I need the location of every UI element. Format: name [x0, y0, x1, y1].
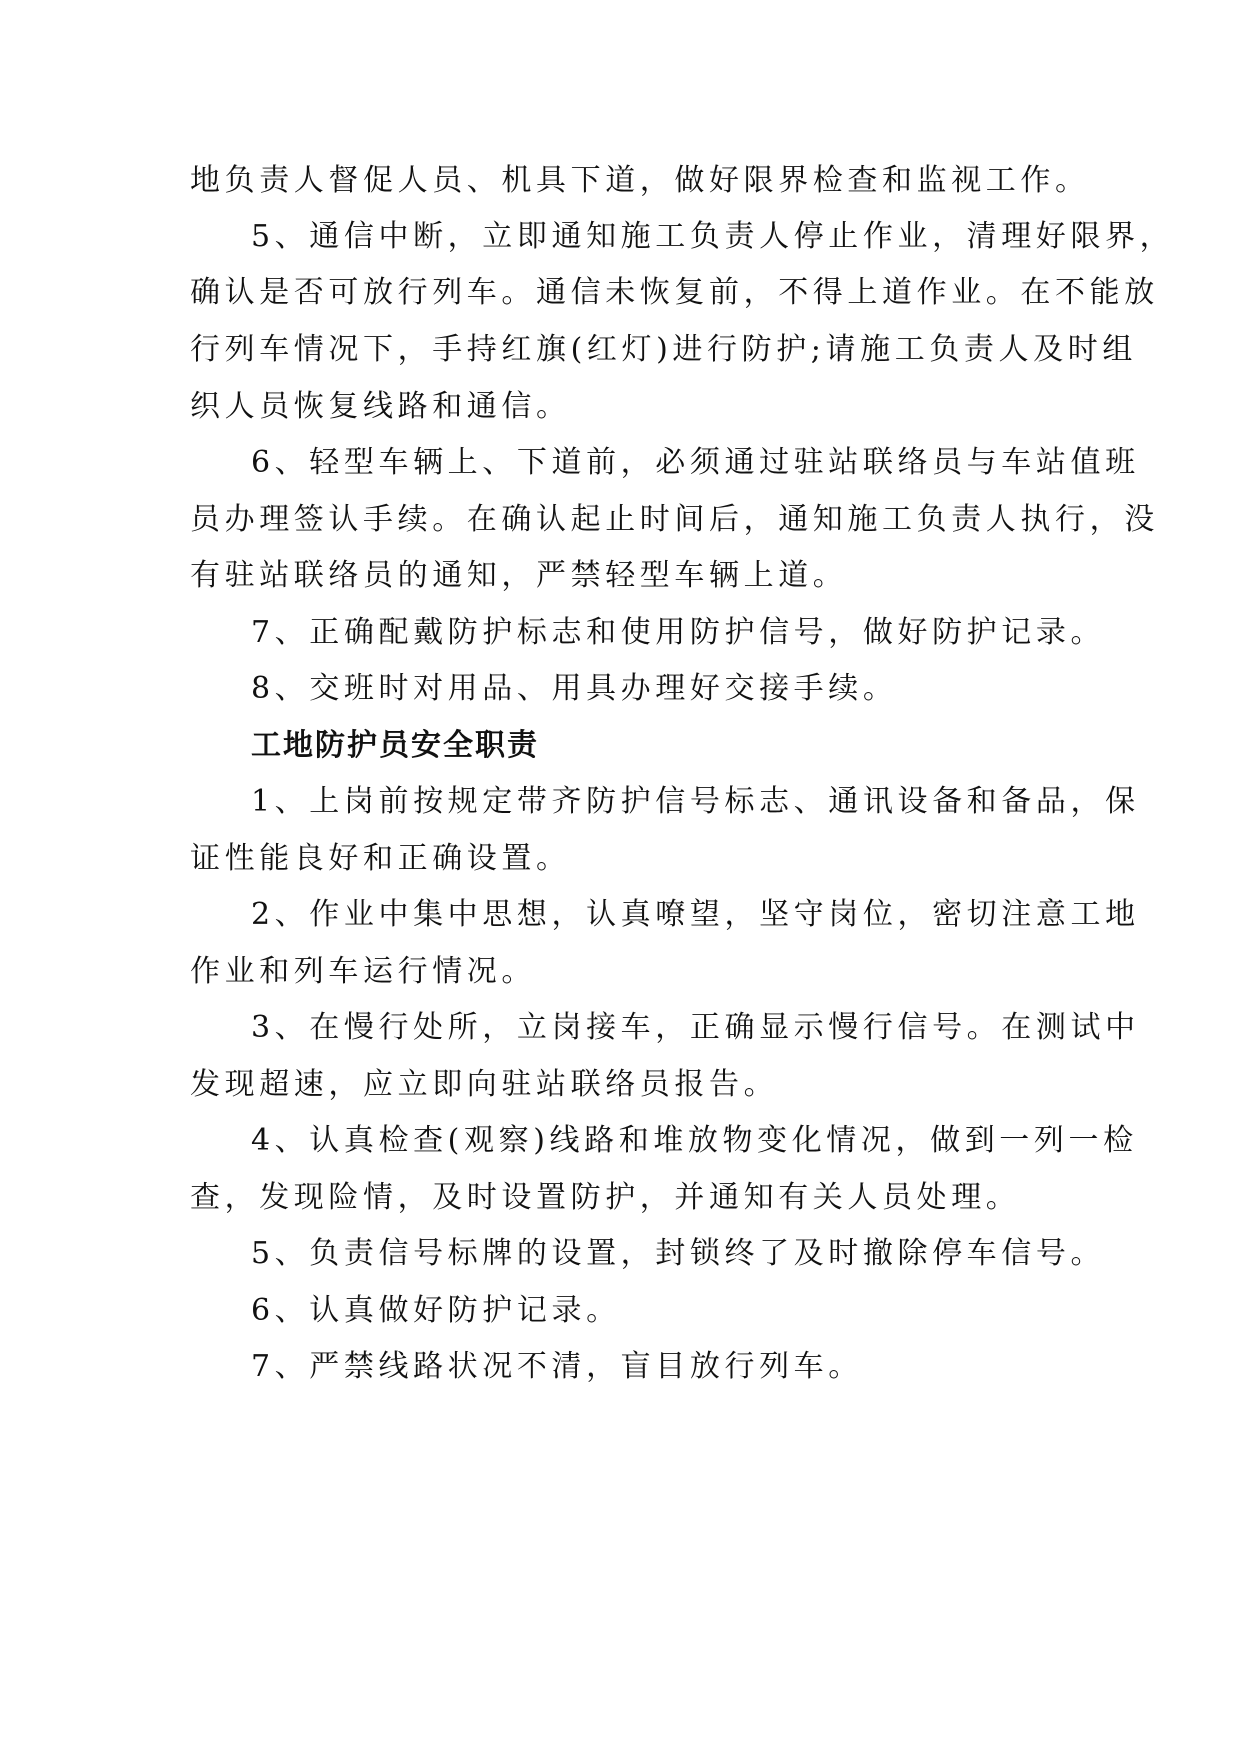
text-line: 3、在慢行处所，立岗接车，正确显示慢行信号。在测试中	[251, 1010, 1140, 1045]
text-line: 证性能良好和正确设置。	[190, 841, 571, 876]
text-line: 8、交班时对用品、用具办理好交接手续。	[251, 671, 898, 706]
text-line: 5、负责信号标牌的设置，封锁终了及时撤除停车信号。	[251, 1236, 1106, 1271]
text-line: 查，发现险情，及时设置防护，并通知有关人员处理。	[190, 1180, 1021, 1215]
text-line: 织人员恢复线路和通信。	[190, 389, 571, 424]
text-line: 1、上岗前按规定带齐防护信号标志、通讯设备和备品，保	[251, 784, 1140, 819]
text-line: 4、认真检查(观察)线路和堆放物变化情况，做到一列一检	[251, 1123, 1138, 1158]
text-line: 6、轻型车辆上、下道前，必须通过驻站联络员与车站值班	[251, 445, 1140, 480]
text-line: 6、认真做好防护记录。	[251, 1293, 621, 1328]
text-line: 发现超速，应立即向驻站联络员报告。	[190, 1067, 779, 1102]
text-line: 5、通信中断，立即通知施工负责人停止作业，清理好限界，	[251, 219, 1175, 254]
text-line: 地负责人督促人员、机具下道，做好限界检查和监视工作。	[190, 163, 1090, 198]
text-line: 作业和列车运行情况。	[190, 954, 536, 989]
text-line: 确认是否可放行列车。通信未恢复前，不得上道作业。在不能放	[190, 275, 1159, 310]
text-line: 7、严禁线路状况不清，盲目放行列车。	[251, 1349, 863, 1384]
text-line: 员办理签认手续。在确认起止时间后，通知施工负责人执行，没	[190, 502, 1159, 537]
text-line: 有驻站联络员的通知，严禁轻型车辆上道。	[190, 558, 848, 593]
section-heading: 工地防护员安全职责	[251, 728, 539, 763]
text-line: 2、作业中集中思想，认真嘹望，坚守岗位，密切注意工地	[251, 897, 1140, 932]
text-line: 行列车情况下，手持红旗(红灯)进行防护;请施工负责人及时组	[190, 332, 1137, 367]
text-line: 7、正确配戴防护标志和使用防护信号，做好防护记录。	[251, 615, 1106, 650]
